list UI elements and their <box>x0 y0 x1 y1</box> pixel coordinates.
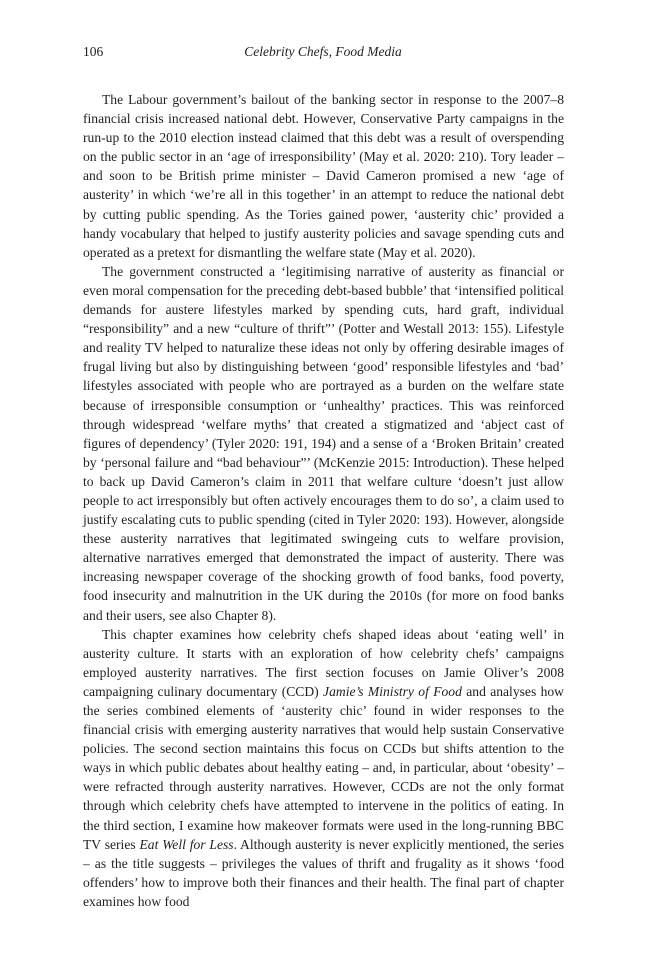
paragraph-1: The Labour government’s bailout of the banking sector in response to the 2007–8 financial crisis increased national debt. However, Conservative Party campaigns in the run-up to the 2010 election instead claimed that this debt was a result of overspending on the public sector in an ‘age of irresponsibility’ (May et al. 2020: 210). Tory leader – and soon to be British prime minister – David Cameron promised a new ‘age of austerity’ in which ‘we’re all in this together’ in an attempt to reduce the national debt by cutting public spending. As the Tories gained power, ‘austerity chic’ provided a handy vocabulary that helped to justify austerity policies and savage spending cuts and operated as a pretext for dismantling the welfare state (May et al. 2020). <box>83 92 564 260</box>
running-header <box>83 44 563 64</box>
series-title-eat-well-for-less: Eat Well for Less <box>139 836 234 852</box>
paragraph-3-part-3: . Although austerity is never explicitly mentioned, the series – as the title suggests – privileges the values of thrift and frugality as it shows ‘food offenders’ how to improve both their finances and their health. The final part of chapter examines how food <box>83 836 564 909</box>
paragraph-2: The government constructed a ‘legitimising narrative of austerity as financial or even moral compensation for the preceding debt-based bubble’ that ‘intensified political demands for austere lifestyles marked by spending cuts, hard graft, individual “responsibility” and a new “culture of thrift”’ (Potter and Westall 2013: 155). Lifestyle and reality TV helped to naturalize these ideas not only by offering desirable images of frugal living but also by distinguishing between ‘good’ responsible lifestyles and ‘bad’ lifestyles associated with people who are portrayed as a burden on the welfare state because of irresponsible consumption or ‘unhealthy’ practices. This was reinforced through widespread ‘welfare myths’ that created a stigmatized and ‘abject cast of figures of dependency’ (Tyler 2020: 191, 194) and a sense of a ‘Broken Britain’ created by ‘personal failure and “bad behaviour”’ (McKenzie 2015: Introduction). These helped to back up David Cameron’s claim in 2011 that welfare culture ‘doesn’t just allow people to act irresponsibly but often actively encourages them to do so’, a claim used to justify escalating cuts to public spending (cited in Tyler 2020: 193). However, alongside these austerity narratives that legitimated swingeing cuts to welfare provision, alternative narratives emerged that demonstrated the impact of austerity. There was increasing newspaper coverage of the shocking growth of food banks, food poverty, food insecurity and malnutrition in the UK during the 2010s (for more on food banks and their users, see also Chapter 8). <box>83 263 564 623</box>
page-number: 106 <box>83 44 104 59</box>
paragraph-3-part-1: This chapter examines how celebrity chefs shaped ideas about ‘eating well’ in austerity culture. It starts with an exploration of how celebrity chefs’ campaigns employed austerity narratives. The first section focuses on Jamie Oliver’s 2008 campaigning culinary documentary (CCD) <box>83 626 564 699</box>
running-title: Celebrity Chefs, Food Media <box>244 44 402 59</box>
paragraph-3 <box>83 625 564 911</box>
series-title-jamies-ministry-of-food: Jamie’s Ministry of Food <box>323 683 462 699</box>
paragraph-3-part-2: and analyses how the series combined elements of ‘austerity chic’ found in wider responses to the financial crisis with emerging austerity narratives that would help sustain Conservative policies. The second section maintains this focus on CCDs but shifts attention to the ways in which public debates about healthy eating – and, in particular, about ‘obesity’ – were refracted through austerity narratives. However, CCDs are not the only format through which celebrity chefs have attempted to intervene in the politics of eating. In the third section, I examine how makeover formats were used in the long-running BBC TV series <box>83 683 564 852</box>
body-text <box>83 90 564 911</box>
